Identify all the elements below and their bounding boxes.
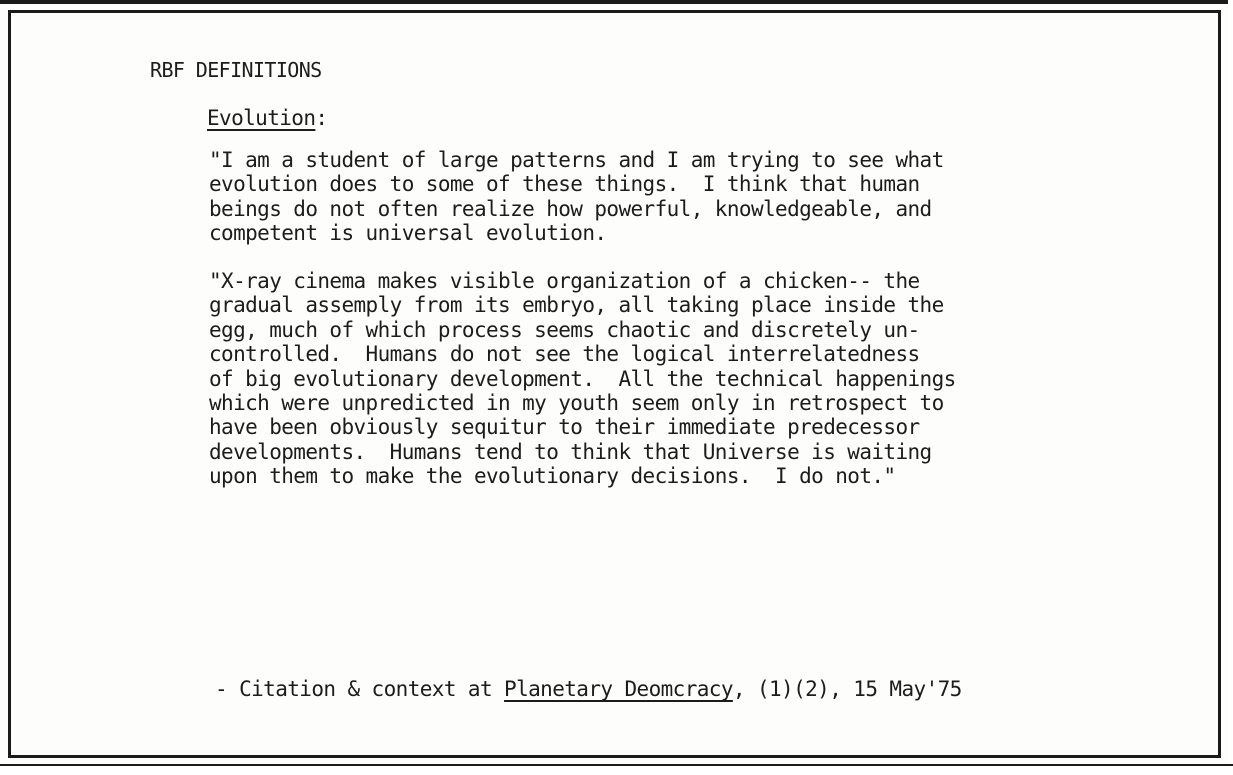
page-bottom-edge (0, 764, 1233, 775)
definition-term-colon: : (315, 106, 328, 130)
page-top-edge (0, 0, 1233, 4)
quote-paragraph-1: "I am a student of large patterns and I am trying to see what evolution does to some of these things. I think that human beings do not often realize how powerful, knowledgeable, and competent is universal evolution. (209, 148, 944, 246)
citation-source-link[interactable]: Planetary Deomcracy (504, 677, 733, 701)
quote-paragraph-2: "X-ray cinema makes visible organization of a chicken-- the gradual assemply from its embryo, all taking place inside the egg, much of which process seems chaotic and discretely un- controlled. Humans do not see the logical interrelatedness of big evolutionary development. All the technical happenings which were unpredicted in my youth seem only in retrospect to have been obviously sequitur to their immediate predecessor developments. Humans tend to think that Universe is waiting upon them to make the evolutionary decisions. I do not." (209, 269, 956, 489)
citation-prefix: - Citation & context at (215, 677, 505, 701)
definition-term (207, 106, 327, 130)
citation-suffix: , (1)(2), 15 May'75 (732, 677, 962, 701)
page-right-edge (1228, 0, 1233, 775)
definition-term-label: Evolution (207, 106, 316, 130)
document-heading: RBF DEFINITIONS (150, 58, 322, 82)
citation-line (215, 677, 962, 701)
